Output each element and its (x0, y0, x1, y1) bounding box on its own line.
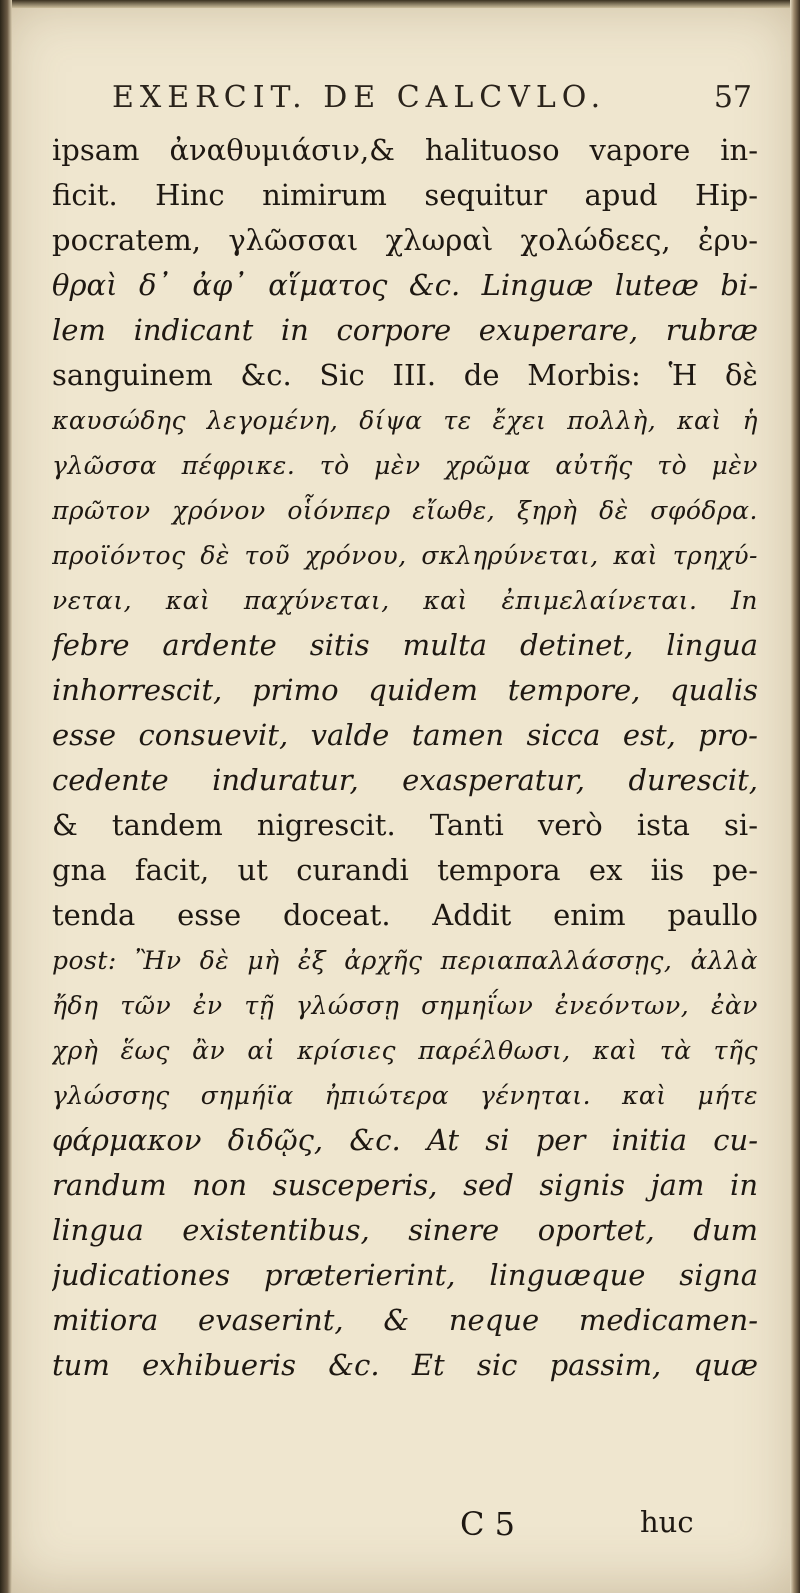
body-text (52, 128, 758, 1388)
text-line: cedente induratur, exasperatur, durescit, (52, 763, 758, 797)
text-line: mitiora evaserint, & neque medicamen- (52, 1303, 758, 1337)
text-line: χρὴ ἕως ἂν αἱ κρίσιες παρέλθωσι, καὶ τὰ τῆς (52, 1036, 758, 1065)
signature-mark: C 5 (460, 1505, 516, 1543)
text-line: πρῶτον χρόνον οἷόνπερ εἴωθε, ξηρὴ δὲ σφόδρα. (52, 496, 758, 525)
text-line: gna facit, ut curandi tempora ex iis pe- (52, 853, 758, 887)
page-fore-edge (790, 0, 800, 1593)
text-line: lingua existentibus, sinere oportet, dum (52, 1213, 758, 1247)
running-head (112, 80, 752, 115)
text-line: randum non susceperis, sed signis jam in (52, 1168, 758, 1202)
text-line: esse consuevit, valde tamen sicca est, pro- (52, 718, 758, 752)
text-line: & tandem nigrescit. Tanti verò ista si- (52, 808, 758, 842)
text-line: post: Ἢν δὲ μὴ ἐξ ἀρχῆς περιαπαλλάσσῃς, ἀλλὰ (52, 946, 758, 975)
text-line: θραὶ δ᾽ ἀφ᾽ αἵματος &c. Linguæ luteæ bi- (52, 268, 758, 302)
text-line: γλώσσης σημήϊα ἠπιώτερα γένηται. καὶ μήτε (52, 1081, 758, 1110)
text-line: inhorrescit, primo quidem tempore, qualis (52, 673, 758, 707)
text-line: νεται, καὶ παχύνεται, καὶ ἐπιμελαίνεται. In (52, 586, 758, 615)
text-line: febre ardente sitis multa detinet, lingua (52, 628, 758, 662)
text-line: tenda esse doceat. Addit enim paullo (52, 898, 758, 932)
text-line: ficit. Hinc nimirum sequitur apud Hip- (52, 178, 758, 212)
page-number: 57 (713, 80, 752, 115)
page-gutter-edge (0, 0, 12, 1593)
text-line: φάρμακον διδῷς, &c. At si per initia cu- (52, 1123, 758, 1157)
text-line: γλῶσσα πέφρικε. τὸ μὲν χρῶμα αὐτῆς τὸ μὲν (52, 451, 758, 480)
catchword: huc (640, 1505, 694, 1539)
text-line: judicationes præterierint, linguæque signa (52, 1258, 758, 1292)
text-line: ipsam ἀναθυμιάσιν,& halituoso vapore in- (52, 133, 758, 167)
text-line: lem indicant in corpore exuperare, rubræ (52, 313, 758, 347)
running-head-title: EXERCIT. DE CALCVLO. (112, 80, 607, 115)
text-line: ἤδη τῶν ἐν τῇ γλώσσῃ σημηΐων ἐνεόντων, ἐὰν (52, 991, 758, 1020)
text-line: προϊόντος δὲ τοῦ χρόνου, σκληρύνεται, καὶ τρηχύ- (52, 541, 758, 570)
text-line: καυσώδης λεγομένη, δίψα τε ἔχει πολλὴ, καὶ ἡ (52, 406, 758, 435)
text-line: sanguinem &c. Sic III. de Morbis: Ἡ δὲ (52, 358, 758, 392)
page-top-edge (0, 0, 800, 8)
text-line: tum exhibueris &c. Et sic passim, quæ (52, 1348, 758, 1382)
text-line: pocratem, γλῶσσαι χλωραὶ χολώδεες, ἐρυ- (52, 223, 758, 257)
